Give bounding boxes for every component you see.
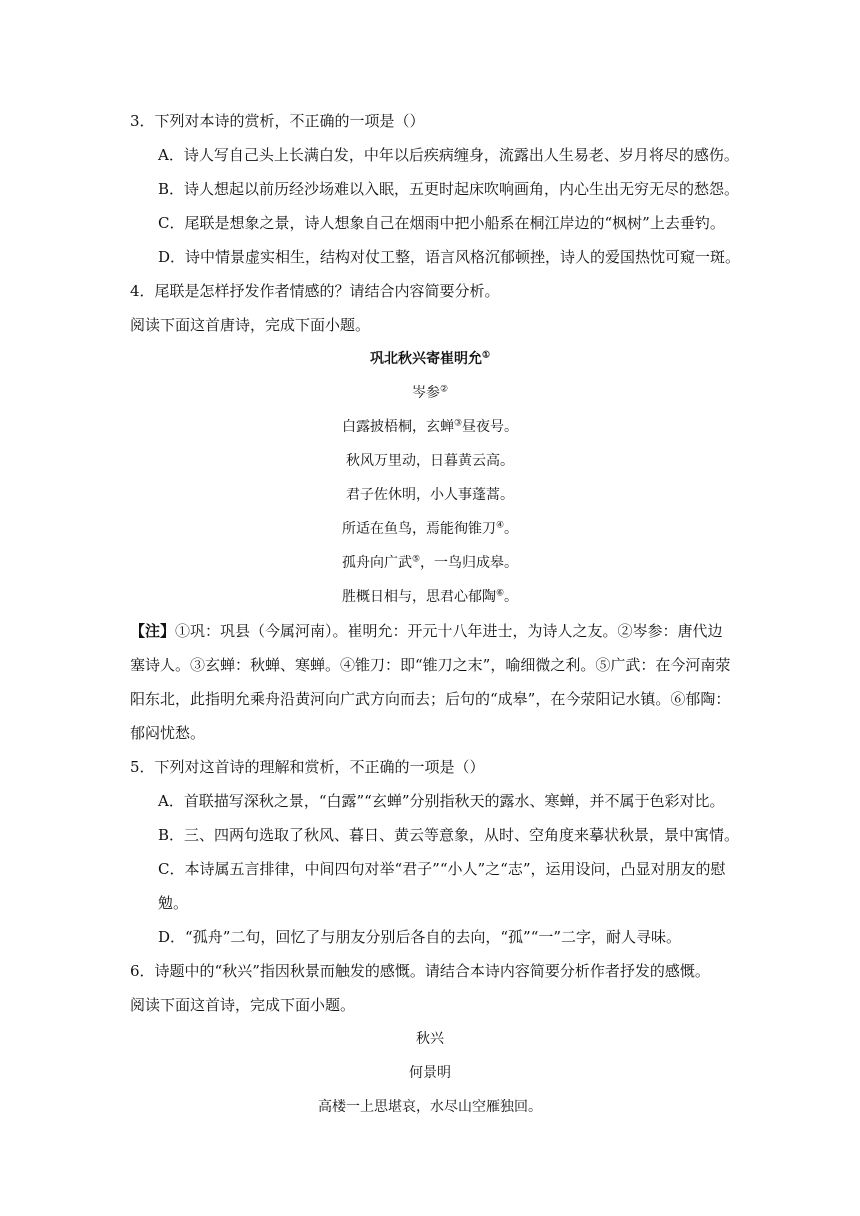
question-4-stem: 4．尾联是怎样抒发作者情感的？请结合内容简要分析。 [130,282,500,300]
note-line-2: 塞诗人。③玄蝉：秋蝉、寒蝉。④锥刀：即“锥刀之末”，喻细微之利。⑤广武：在今河南荥 [130,656,731,674]
question-5-stem: 5．下列对这首诗的理解和赏析，不正确的一项是（） [130,758,485,776]
question-3-option-d: D．诗中情景虚实相生，结构对仗工整，语言风格沉郁顿挫，诗人的爱国热忱可窥一斑。 [158,248,741,266]
poem-1-line-4: 所适在鱼鸟，焉能徇锥刀④。 [341,520,519,537]
note-line-1: 【注】①巩：巩县（今属河南）。崔明允：开元十八年进士，为诗人之友。②岑参：唐代边 [130,622,723,640]
question-5-option-d: D．“孤舟”二句，回忆了与朋友分别后各自的去向，“孤”“一”二字，耐人寻味。 [158,928,682,946]
question-5-option-c-cont: 勉。 [158,894,189,912]
reading-intro-2: 阅读下面这首诗，完成下面小题。 [130,996,356,1014]
question-3-option-c: C．尾联是想象之景，诗人想象自己在烟雨中把小船系在桐江岸边的“枫树”上去垂钓。 [158,214,725,232]
question-5-option-c: C．本诗属五言排律，中间四句对举“君子”“小人”之“志”，运用设问，凸显对朋友的慰 [158,860,726,878]
question-3-option-b: B．诗人想起以前历经沙场难以入眠，五更时起床吹响画角，内心生出无穷无尽的愁怨。 [158,180,740,198]
question-3-option-a: A．诗人写自己头上长满白发，中年以后疾病缠身，流露出人生易老、岁月将尽的感伤。 [158,146,739,164]
poem-1-line-5: 孤舟向广武⑤，一鸟归成皋。 [341,554,519,571]
note-line-3: 阳东北，此指明允乘舟沿黄河向广武方向而去；后句的“成皋”，在今荥阳记水镇。⑥郁陶： [130,690,731,708]
poem-2-author: 何景明 [409,1065,451,1081]
question-6-stem: 6．诗题中的“秋兴”指因秋景而触发的感慨。请结合本诗内容简要分析作者抒发的感慨。 [130,962,710,980]
reading-intro-1: 阅读下面这首唐诗，完成下面小题。 [130,316,371,334]
poem-2-line-1: 高楼一上思堪哀，水尽山空雁独回。 [318,1099,542,1115]
poem-2-title: 秋兴 [416,1031,444,1047]
question-5-option-b: B．三、四两句选取了秋风、暮日、黄云等意象，从时、空角度来摹状秋景，景中寓情。 [158,826,740,844]
poem-1-line-3: 君子佐休明，小人事蓬蒿。 [346,487,514,503]
footnote-marker: ① [481,350,491,361]
poem-1-title: 巩北秋兴寄崔明允① [369,350,491,367]
note-tag: 【注】 [130,622,176,640]
question-5-option-a: A．首联描写深秋之景，“白露”“玄蝉”分别指秋天的露水、寒蝉，并不属于色彩对比。 [158,792,725,810]
note-line-4: 郁闷忧愁。 [130,724,206,742]
poem-1-line-2: 秋风万里动，日暮黄云高。 [346,453,514,469]
footnote-marker: ② [439,384,449,395]
poem-1-line-1: 白露披梧桐，玄蝉③昼夜号。 [341,418,519,435]
poem-1-line-6: 胜概日相与，思君心郁陶⑥。 [341,588,519,605]
question-3-stem: 3．下列对本诗的赏析，不正确的一项是（） [130,112,425,130]
poem-1-author: 岑参② [411,384,449,401]
